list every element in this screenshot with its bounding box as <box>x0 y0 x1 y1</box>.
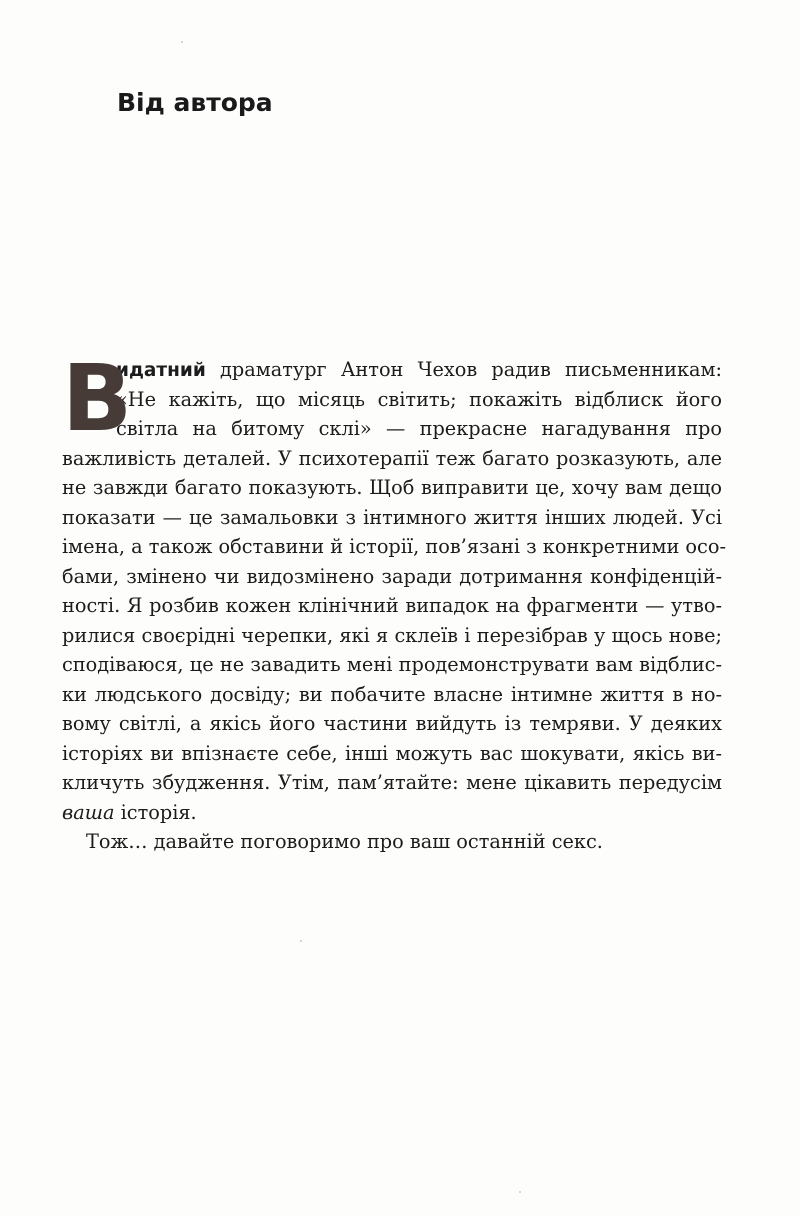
text-line: вому світлі, а якісь його частини вийдуть із темряви. У деяких <box>62 712 722 735</box>
text-line-content: драматург Антон Чехов радив письменникам: <box>205 358 722 381</box>
emphasized-word: ваша <box>62 800 115 824</box>
text-line-content: історія. <box>114 800 197 824</box>
text-line: імена, а також обставини й історії, пов’язані з конкретними осо- <box>62 535 726 558</box>
paper-speck <box>519 1191 521 1193</box>
text-line: історіях ви впізнаєте себе, інші можуть вас шокувати, якісь ви- <box>62 741 722 765</box>
text-line: показати — це замальовки з інтимного життя інших людей. Усі <box>62 505 722 529</box>
text-line: не завжди багато показують. Щоб виправити це, хочу вам дещо <box>62 476 722 499</box>
drop-cap-letter: В <box>62 345 133 452</box>
text-line: ності. Я розбив кожен клінічний випадок на фрагменти — утво- <box>62 594 722 617</box>
text-line: сподіваюся, це не завадить мені продемонструвати вам відблис- <box>62 653 722 676</box>
text-line <box>62 798 722 828</box>
text-line: кличуть збудження. Утім, пам’ятайте: мене цікавить передусім <box>62 771 722 794</box>
paper-speck <box>300 940 302 942</box>
text-line: світла на битому склі» — прекрасне нагадування про <box>116 417 722 440</box>
text-line: ки людського досвіду; ви побачите власне інтимне життя в но- <box>62 682 722 706</box>
text-line: бами, змінено чи видозмінено заради дотримання конфіденцій- <box>62 564 722 588</box>
text-line: важливість деталей. У психотерапії теж багато розказують, але <box>62 446 722 470</box>
lead-word: идатний <box>116 360 206 381</box>
text-line <box>62 355 722 385</box>
section-heading: Від автора <box>117 88 273 117</box>
text-line: «Не кажіть, що місяць світить; покажіть відблиск його <box>116 387 722 411</box>
paper-speck <box>181 41 183 43</box>
text-line: рилися своєрідні черепки, які я склеїв і перезібрав у щось нове; <box>62 623 722 647</box>
closing-line: Тож… давайте поговоримо про ваш останній секс. <box>86 830 603 853</box>
body-text <box>62 345 726 857</box>
